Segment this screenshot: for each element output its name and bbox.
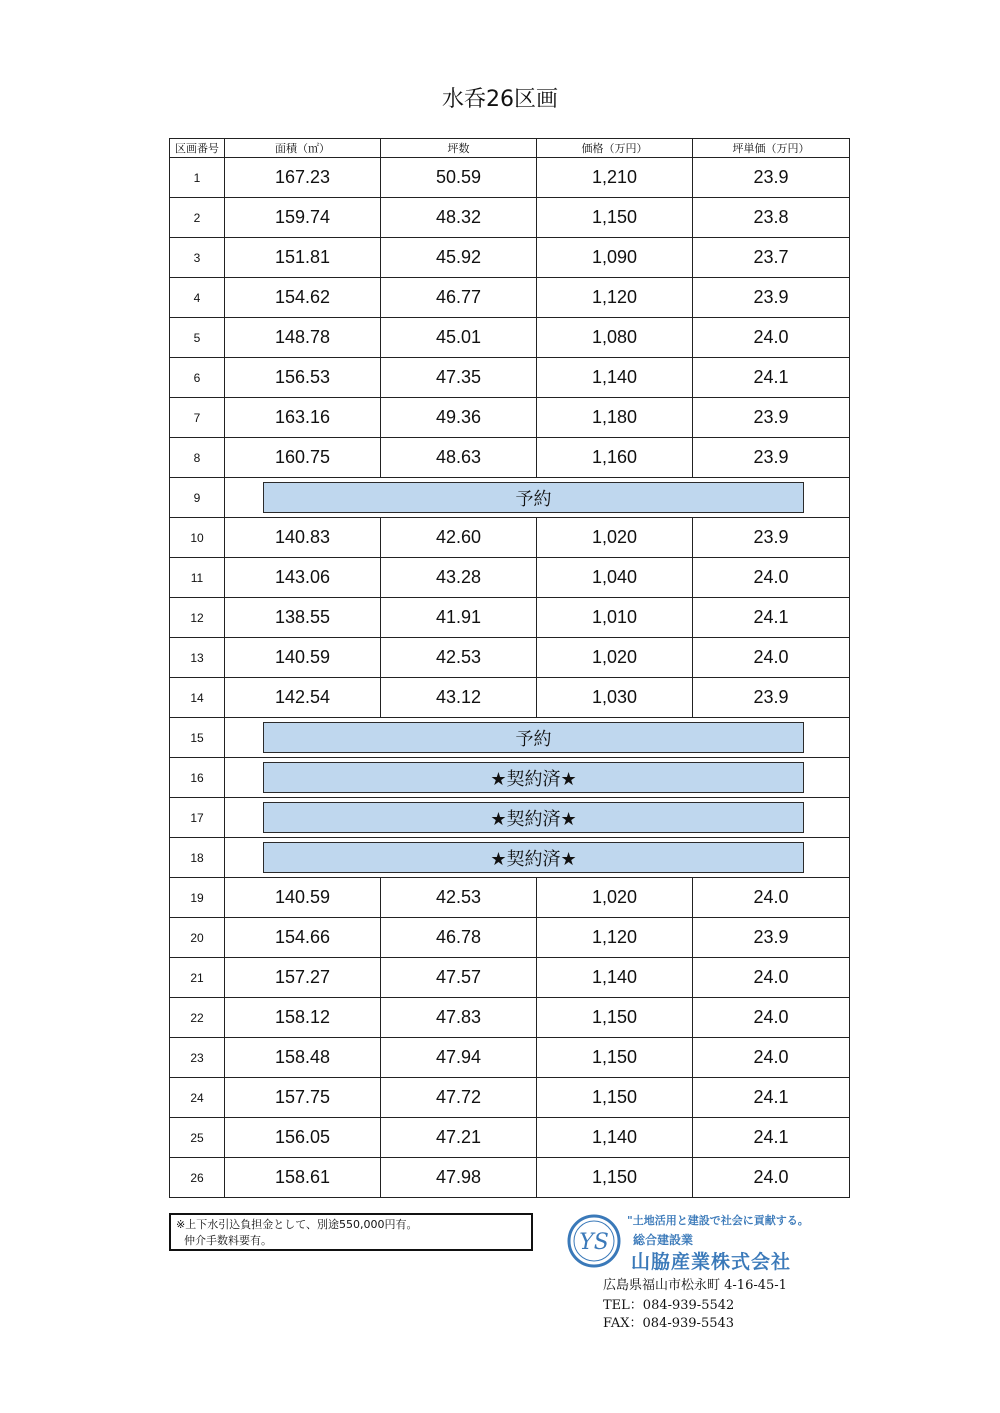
lot-number-cell: 13 [170, 638, 225, 678]
unit-price-cell: 24.1 [693, 1078, 850, 1118]
price-cell: 1,020 [537, 638, 693, 678]
lot-table [169, 138, 850, 1198]
tsubo-cell: 42.53 [381, 878, 537, 918]
lot-number-cell: 6 [170, 358, 225, 398]
price-cell: 1,120 [537, 278, 693, 318]
price-cell: 1,180 [537, 398, 693, 438]
status-cell [225, 838, 850, 878]
area-cell: 156.53 [225, 358, 381, 398]
company-fax: FAX：084-939-5543 [603, 1316, 735, 1331]
lot-number-cell: 7 [170, 398, 225, 438]
unit-price-cell: 24.0 [693, 558, 850, 598]
unit-price-cell: 24.0 [693, 958, 850, 998]
tsubo-cell: 47.72 [381, 1078, 537, 1118]
lot-number-cell: 15 [170, 718, 225, 758]
status-cell [225, 718, 850, 758]
price-cell: 1,020 [537, 518, 693, 558]
tsubo-cell: 47.35 [381, 358, 537, 398]
lot-number-cell: 9 [170, 478, 225, 518]
area-cell: 157.27 [225, 958, 381, 998]
price-cell: 1,150 [537, 998, 693, 1038]
lot-number-cell: 11 [170, 558, 225, 598]
area-cell: 154.66 [225, 918, 381, 958]
area-cell: 151.81 [225, 238, 381, 278]
table-row [170, 958, 850, 998]
status-banner: ★契約済★ [263, 842, 804, 873]
area-cell: 160.75 [225, 438, 381, 478]
price-cell: 1,140 [537, 358, 693, 398]
tsubo-cell: 47.83 [381, 998, 537, 1038]
lot-number-cell: 14 [170, 678, 225, 718]
logo-text: YS [579, 1230, 609, 1255]
status-cell [225, 798, 850, 838]
table-row [170, 198, 850, 238]
unit-price-cell: 24.0 [693, 1158, 850, 1198]
lot-number-cell: 5 [170, 318, 225, 358]
price-cell: 1,140 [537, 958, 693, 998]
company-type: 総合建設業 [633, 1233, 694, 1247]
table-row [170, 278, 850, 318]
table-row [170, 878, 850, 918]
area-cell: 158.12 [225, 998, 381, 1038]
table-row [170, 1118, 850, 1158]
tsubo-cell: 48.32 [381, 198, 537, 238]
lot-number-cell: 25 [170, 1118, 225, 1158]
lot-number-cell: 8 [170, 438, 225, 478]
area-cell: 142.54 [225, 678, 381, 718]
lot-number-cell: 2 [170, 198, 225, 238]
lot-number-cell: 20 [170, 918, 225, 958]
tsubo-cell: 50.59 [381, 158, 537, 198]
price-cell: 1,150 [537, 1038, 693, 1078]
area-cell: 140.59 [225, 638, 381, 678]
price-cell: 1,160 [537, 438, 693, 478]
tsubo-cell: 47.94 [381, 1038, 537, 1078]
lot-number-cell: 18 [170, 838, 225, 878]
status-banner: ★契約済★ [263, 802, 804, 833]
table-row [170, 478, 850, 518]
column-header-lot-number: 区画番号 [170, 139, 225, 158]
price-cell: 1,150 [537, 198, 693, 238]
unit-price-cell: 23.9 [693, 278, 850, 318]
table-row [170, 718, 850, 758]
lot-number-cell: 17 [170, 798, 225, 838]
table-row [170, 1158, 850, 1198]
tsubo-cell: 41.91 [381, 598, 537, 638]
table-row [170, 678, 850, 718]
unit-price-cell: 23.9 [693, 398, 850, 438]
table-row [170, 398, 850, 438]
tsubo-cell: 48.63 [381, 438, 537, 478]
table-row [170, 638, 850, 678]
area-cell: 140.83 [225, 518, 381, 558]
area-cell: 143.06 [225, 558, 381, 598]
area-cell: 148.78 [225, 318, 381, 358]
tsubo-cell: 46.78 [381, 918, 537, 958]
company-slogan: "土地活用と建設で社会に貢献する。 [627, 1214, 809, 1227]
note-box [169, 1213, 533, 1251]
area-cell: 158.61 [225, 1158, 381, 1198]
area-cell: 157.75 [225, 1078, 381, 1118]
tsubo-cell: 47.57 [381, 958, 537, 998]
unit-price-cell: 24.0 [693, 318, 850, 358]
tsubo-cell: 42.53 [381, 638, 537, 678]
tsubo-cell: 43.12 [381, 678, 537, 718]
tsubo-cell: 43.28 [381, 558, 537, 598]
page-title: 水呑26区画 [442, 87, 558, 112]
tsubo-cell: 42.60 [381, 518, 537, 558]
tsubo-cell: 49.36 [381, 398, 537, 438]
area-cell: 140.59 [225, 878, 381, 918]
status-cell [225, 758, 850, 798]
status-banner: 予約 [263, 482, 804, 513]
area-cell: 163.16 [225, 398, 381, 438]
table-row [170, 438, 850, 478]
price-cell: 1,080 [537, 318, 693, 358]
tsubo-cell: 47.21 [381, 1118, 537, 1158]
table-row [170, 598, 850, 638]
table-row [170, 318, 850, 358]
status-banner: 予約 [263, 722, 804, 753]
table-row [170, 158, 850, 198]
lot-number-cell: 21 [170, 958, 225, 998]
price-cell: 1,150 [537, 1078, 693, 1118]
lot-number-cell: 23 [170, 1038, 225, 1078]
price-cell: 1,030 [537, 678, 693, 718]
table-row [170, 758, 850, 798]
price-cell: 1,210 [537, 158, 693, 198]
area-cell: 156.05 [225, 1118, 381, 1158]
column-header-tsubo: 坪数 [381, 139, 537, 158]
tsubo-cell: 45.01 [381, 318, 537, 358]
lot-number-cell: 26 [170, 1158, 225, 1198]
price-cell: 1,150 [537, 1158, 693, 1198]
unit-price-cell: 23.9 [693, 438, 850, 478]
area-cell: 154.62 [225, 278, 381, 318]
table-row [170, 838, 850, 878]
table-row [170, 998, 850, 1038]
status-banner: ★契約済★ [263, 762, 804, 793]
table-row [170, 518, 850, 558]
company-tel: TEL：084-939-5542 [603, 1298, 735, 1313]
lot-number-cell: 19 [170, 878, 225, 918]
table-header-row [170, 139, 850, 158]
unit-price-cell: 23.9 [693, 678, 850, 718]
unit-price-cell: 23.9 [693, 518, 850, 558]
lot-number-cell: 10 [170, 518, 225, 558]
lot-number-cell: 12 [170, 598, 225, 638]
area-cell: 159.74 [225, 198, 381, 238]
unit-price-cell: 23.7 [693, 238, 850, 278]
company-block [567, 1210, 867, 1340]
unit-price-cell: 24.1 [693, 598, 850, 638]
column-header-price: 価格（万円） [537, 139, 693, 158]
price-cell: 1,020 [537, 878, 693, 918]
tsubo-cell: 46.77 [381, 278, 537, 318]
column-header-area: 面積（㎡） [225, 139, 381, 158]
price-cell: 1,120 [537, 918, 693, 958]
table-row [170, 798, 850, 838]
lot-number-cell: 22 [170, 998, 225, 1038]
column-header-unit-price: 坪単価（万円） [693, 139, 850, 158]
area-cell: 158.48 [225, 1038, 381, 1078]
company-address: 広島県福山市松永町 4-16-45-1 [603, 1278, 787, 1293]
price-cell: 1,090 [537, 238, 693, 278]
unit-price-cell: 23.8 [693, 198, 850, 238]
price-cell: 1,040 [537, 558, 693, 598]
table-row [170, 238, 850, 278]
table-row [170, 918, 850, 958]
lot-number-cell: 16 [170, 758, 225, 798]
unit-price-cell: 24.0 [693, 878, 850, 918]
tsubo-cell: 45.92 [381, 238, 537, 278]
company-name: 山脇産業株式会社 [631, 1251, 792, 1273]
table-row [170, 1038, 850, 1078]
unit-price-cell: 23.9 [693, 158, 850, 198]
area-cell: 138.55 [225, 598, 381, 638]
unit-price-cell: 24.0 [693, 638, 850, 678]
unit-price-cell: 24.1 [693, 358, 850, 398]
unit-price-cell: 23.9 [693, 918, 850, 958]
lot-number-cell: 24 [170, 1078, 225, 1118]
price-cell: 1,140 [537, 1118, 693, 1158]
unit-price-cell: 24.0 [693, 998, 850, 1038]
tsubo-cell: 47.98 [381, 1158, 537, 1198]
table-row [170, 558, 850, 598]
note-line: 仲介手数料要有。 [184, 1234, 272, 1247]
company-logo-icon [567, 1214, 621, 1268]
unit-price-cell: 24.0 [693, 1038, 850, 1078]
unit-price-cell: 24.1 [693, 1118, 850, 1158]
note-line: ※上下水引込負担金として、別途550,000円有。 [176, 1218, 418, 1231]
price-cell: 1,010 [537, 598, 693, 638]
area-cell: 167.23 [225, 158, 381, 198]
lot-number-cell: 4 [170, 278, 225, 318]
table-row [170, 1078, 850, 1118]
lot-number-cell: 1 [170, 158, 225, 198]
status-cell [225, 478, 850, 518]
lot-number-cell: 3 [170, 238, 225, 278]
table-row [170, 358, 850, 398]
